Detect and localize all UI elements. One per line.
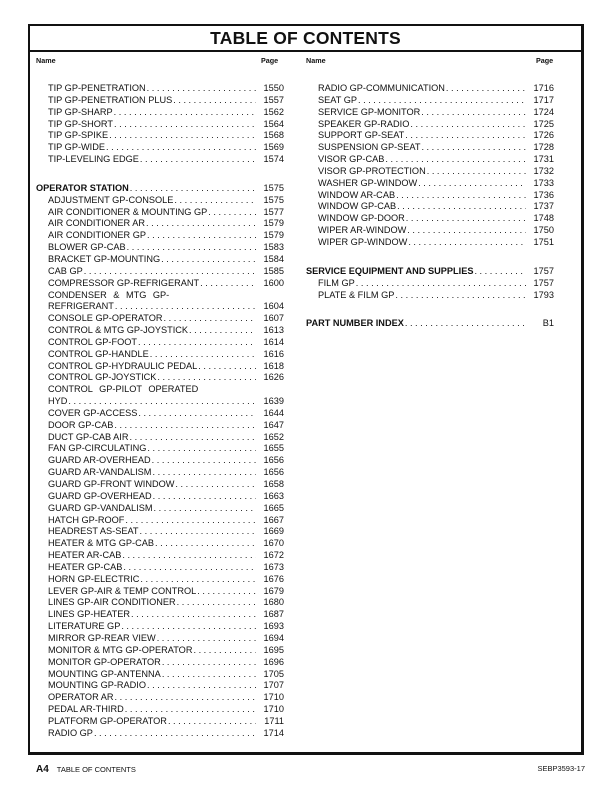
dot-leader (192, 645, 256, 657)
dot-leader (420, 107, 526, 119)
dot-leader (146, 680, 256, 692)
toc-entry-page: 1705 (263, 668, 284, 679)
dot-leader (420, 142, 526, 154)
dot-leader (154, 538, 256, 550)
dot-leader (404, 130, 526, 142)
toc-entry[interactable] (36, 119, 284, 131)
dot-leader (120, 621, 256, 633)
dot-leader (174, 479, 256, 491)
toc-entry[interactable] (306, 225, 554, 237)
dot-leader (151, 467, 256, 479)
dot-leader (152, 503, 256, 515)
toc-right-column (306, 83, 554, 330)
dot-leader (67, 396, 256, 408)
toc-entry[interactable] (36, 325, 284, 337)
toc-entry[interactable] (36, 479, 284, 491)
toc-entry[interactable] (36, 95, 284, 107)
toc-entry-page: 1696 (263, 656, 284, 667)
toc-entry[interactable] (36, 349, 284, 361)
toc-left-column (36, 83, 284, 740)
toc-entry[interactable] (306, 237, 554, 249)
toc-entry-name: PART NUMBER INDEX (306, 318, 404, 329)
dot-leader (163, 313, 256, 325)
toc-entry-page: 1724 (533, 106, 554, 117)
toc-entry[interactable] (36, 313, 284, 325)
toc-entry-page: B1 (542, 318, 554, 329)
dot-leader (355, 278, 526, 290)
toc-entry-name-cont: REFRIGERANT (48, 301, 114, 312)
dot-leader (426, 166, 526, 178)
dot-leader (417, 178, 526, 190)
toc-entry-name: CONSOLE GP-OPERATOR (48, 313, 163, 324)
toc-entry[interactable] (306, 95, 554, 107)
toc-entry-name: CONTROL & MTG GP-JOYSTICK (48, 325, 189, 336)
toc-entry-page: 1693 (263, 621, 284, 632)
toc-entry[interactable] (36, 195, 284, 207)
toc-entry-name: SERVICE EQUIPMENT AND SUPPLIES (306, 265, 474, 276)
toc-entry-name: SUSPENSION GP-SEAT (318, 142, 421, 153)
toc-entry-page: 1607 (263, 313, 284, 324)
dot-leader (394, 290, 526, 302)
dot-leader (156, 633, 256, 645)
dot-leader (121, 550, 256, 562)
toc-entry[interactable] (36, 597, 284, 609)
toc-entry-page: 1656 (263, 455, 284, 466)
toc-entry[interactable] (36, 680, 284, 692)
toc-entry[interactable] (36, 716, 284, 728)
toc-entry-name: LINES GP-AIR CONDITIONER (48, 597, 176, 608)
toc-entry[interactable] (306, 190, 554, 202)
dot-leader (93, 728, 256, 740)
dot-leader (130, 609, 256, 621)
toc-entry[interactable] (36, 455, 284, 467)
toc-entry-page: 1733 (533, 177, 554, 188)
toc-entry[interactable] (36, 420, 284, 432)
dot-leader (114, 692, 256, 704)
toc-entry[interactable] (306, 154, 554, 166)
dot-leader (406, 225, 526, 237)
toc-entry-name: WINDOW GP-DOOR (318, 213, 405, 224)
dot-leader (384, 154, 526, 166)
toc-entry[interactable] (36, 266, 284, 278)
toc-entry[interactable] (306, 201, 554, 213)
toc-entry-page: 1725 (533, 118, 554, 129)
dot-leader (199, 278, 256, 290)
dot-leader (409, 119, 526, 131)
dot-leader (149, 349, 256, 361)
toc-entry-name: PLATFORM GP-OPERATOR (48, 715, 167, 726)
toc-entry[interactable] (36, 574, 284, 586)
toc-entry-name: VISOR GP-PROTECTION (318, 165, 426, 176)
toc-entry[interactable] (36, 728, 284, 740)
toc-entry[interactable] (306, 130, 554, 142)
toc-entry-name: CONTROL GP-PILOT OPERATED (48, 384, 199, 395)
toc-entry-name: MONITOR & MTG GP-OPERATOR (48, 644, 193, 655)
toc-entry[interactable] (36, 130, 284, 142)
toc-entry-name: GUARD AR-VANDALISM (48, 467, 152, 478)
toc-entry[interactable] (306, 178, 554, 190)
toc-entry-page: 1757 (533, 277, 554, 288)
toc-entry-page: 1652 (263, 431, 284, 442)
toc-entry-name: WINDOW GP-CAB (318, 201, 397, 212)
toc-section[interactable] (306, 318, 554, 330)
toc-entry-name: TIP GP-SPIKE (48, 130, 109, 141)
dot-leader (161, 669, 256, 681)
dot-leader (114, 301, 256, 313)
toc-entry-name: CAB GP (48, 265, 83, 276)
toc-entry[interactable] (306, 290, 554, 302)
toc-entry[interactable] (36, 491, 284, 503)
toc-entry-name: HEATER & MTG GP-CAB (48, 538, 155, 549)
dot-leader (113, 420, 256, 432)
toc-entry-page: 1574 (263, 154, 284, 165)
toc-entry[interactable] (36, 230, 284, 242)
dot-leader (122, 562, 256, 574)
toc-entry-name: FAN GP-CIRCULATING (48, 443, 147, 454)
name-header-right: Name (306, 56, 326, 65)
toc-entry-page: 1613 (263, 325, 284, 336)
toc-entry[interactable] (306, 83, 554, 95)
toc-entry-name: GUARD AR-OVERHEAD (48, 455, 151, 466)
toc-entry-name: GUARD GP-VANDALISM (48, 502, 153, 513)
toc-entry[interactable] (306, 166, 554, 178)
toc-entry-page: 1714 (263, 727, 284, 738)
dot-leader (146, 443, 256, 455)
dot-leader (396, 201, 526, 213)
dot-leader (137, 337, 256, 349)
toc-entry-page: 1732 (533, 165, 554, 176)
toc-entry-page: 1672 (263, 550, 284, 561)
toc-entry-page: 1687 (263, 609, 284, 620)
dot-leader (108, 130, 256, 142)
dot-leader (105, 142, 256, 154)
toc-entry-name: OPERATOR AR (48, 692, 114, 703)
toc-entry-page: 1575 (263, 182, 284, 193)
toc-entry-page: 1728 (533, 142, 554, 153)
toc-entry-name: HEATER GP-CAB (48, 561, 123, 572)
toc-entry-name: CONTROL GP-HYDRAULIC PEDAL (48, 360, 198, 371)
toc-entry[interactable] (306, 213, 554, 225)
toc-entry[interactable] (36, 669, 284, 681)
toc-entry-page: 1639 (263, 396, 284, 407)
dot-leader (357, 95, 526, 107)
toc-entry[interactable] (306, 107, 554, 119)
toc-entry-name: HEADREST AS-SEAT (48, 526, 139, 537)
toc-entry[interactable] (36, 218, 284, 230)
toc-entry-page: 1562 (263, 106, 284, 117)
toc-entry[interactable] (36, 372, 284, 384)
toc-entry[interactable] (36, 633, 284, 645)
toc-entry-name: WINDOW AR-CAB (318, 189, 396, 200)
toc-entry-name: HORN GP-ELECTRIC (48, 573, 140, 584)
toc-entry[interactable] (36, 361, 284, 373)
toc-entry[interactable] (36, 609, 284, 621)
toc-entry-page: 1579 (263, 218, 284, 229)
toc-entry-page: 1626 (263, 372, 284, 383)
toc-entry[interactable] (36, 586, 284, 598)
toc-entry-page: 1665 (263, 502, 284, 513)
dot-leader (113, 107, 256, 119)
toc-entry-page: 1644 (263, 407, 284, 418)
toc-entry-name: TIP GP-WIDE (48, 142, 105, 153)
dot-leader (160, 254, 256, 266)
dot-leader (207, 207, 256, 219)
toc-entry[interactable] (36, 242, 284, 254)
toc-entry-name: CONTROL GP-JOYSTICK (48, 372, 157, 383)
toc-entry-name: AIR CONDITIONER GP (48, 230, 147, 241)
toc-entry-name: LEVER GP-AIR & TEMP CONTROL (48, 585, 197, 596)
toc-entry-name: TIP-LEVELING EDGE (48, 154, 139, 165)
dot-leader (83, 266, 256, 278)
toc-entry-name: OPERATOR STATION (36, 182, 129, 193)
toc-entry-page: 1656 (263, 467, 284, 478)
toc-entry-page: 1585 (263, 265, 284, 276)
dot-leader (137, 408, 256, 420)
toc-entry[interactable] (36, 657, 284, 669)
toc-entry-line[interactable] (36, 384, 284, 396)
toc-entry-name: CONTROL GP-FOOT (48, 336, 137, 347)
toc-entry-page: 1679 (263, 585, 284, 596)
toc-entry-name: TIP GP-SHORT (48, 118, 114, 129)
page-header-right: Page (536, 56, 554, 65)
page-header-left: Page (261, 56, 279, 65)
toc-entry-name: AIR CONDITIONER AR (48, 218, 145, 229)
toc-entry-page: 1676 (263, 573, 284, 584)
toc-entry[interactable] (36, 692, 284, 704)
toc-entry-name: MOUNTING GP-ANTENNA (48, 668, 161, 679)
toc-entry[interactable] (36, 550, 284, 562)
toc-entry-page: 1579 (263, 230, 284, 241)
toc-entry-name: SEAT GP (318, 94, 357, 105)
toc-entry-page: 1604 (263, 301, 284, 312)
toc-section[interactable] (306, 266, 554, 278)
toc-entry-page: 1737 (533, 201, 554, 212)
toc-entry-page: 1748 (533, 213, 554, 224)
toc-entry-name: SPEAKER GP-RADIO (318, 118, 410, 129)
toc-entry-name: ADJUSTMENT GP-CONSOLE (48, 194, 174, 205)
toc-entry[interactable] (36, 432, 284, 444)
toc-entry-name: WIPER GP-WINDOW (318, 236, 408, 247)
footer-page-label: A4 (36, 764, 49, 775)
toc-entry-name: MOUNTING GP-RADIO (48, 680, 146, 691)
toc-entry-page: 1583 (263, 242, 284, 253)
dot-leader (129, 432, 257, 444)
dot-leader (124, 515, 256, 527)
toc-entry-page: 1584 (263, 253, 284, 264)
toc-entry-page: 1707 (263, 680, 284, 691)
page-title: TABLE OF CONTENTS (30, 26, 581, 52)
dot-leader (173, 195, 256, 207)
toc-entry-name: BLOWER GP-CAB (48, 242, 126, 253)
footer-doc-number: SEBP3593-17 (537, 764, 585, 773)
dot-leader (113, 119, 256, 131)
dot-leader (152, 491, 256, 503)
toc-entry-page: 1731 (533, 154, 554, 165)
toc-entry-name: RADIO GP (48, 727, 93, 738)
toc-entry-page: 1736 (533, 189, 554, 200)
toc-entry[interactable] (306, 119, 554, 131)
toc-entry[interactable] (36, 621, 284, 633)
dot-leader (473, 266, 526, 278)
toc-entry-name-cont: HYD (48, 396, 68, 407)
toc-entry-name: COVER GP-ACCESS (48, 407, 138, 418)
toc-section[interactable] (36, 183, 284, 195)
toc-entry[interactable] (36, 337, 284, 349)
toc-entry-page: 1793 (533, 289, 554, 300)
toc-entry-page: 1616 (263, 348, 284, 359)
toc-entry-name: COMPRESSOR GP-REFRIGERANT (48, 277, 200, 288)
toc-entry[interactable] (36, 278, 284, 290)
toc-entry-page: 1568 (263, 130, 284, 141)
toc-entry-name: TIP GP-SHARP (48, 106, 113, 117)
dot-leader (146, 83, 256, 95)
toc-entry-name: CONDENSER & MTG GP- (48, 289, 170, 300)
toc-entry-name: HEATER AR-CAB (48, 550, 122, 561)
toc-entry-name: RADIO GP-COMMUNICATION (318, 83, 445, 93)
toc-entry-name: SUPPORT GP-SEAT (318, 130, 405, 141)
toc-entry-name: MIRROR GP-REAR VIEW (48, 632, 156, 643)
toc-entry[interactable] (36, 408, 284, 420)
dot-leader (167, 716, 256, 728)
toc-entry-page: 1726 (533, 130, 554, 141)
toc-entry-name: CONTROL GP-HANDLE (48, 348, 149, 359)
toc-entry[interactable] (36, 515, 284, 527)
toc-entry[interactable] (36, 142, 284, 154)
toc-entry-page: 1751 (533, 236, 554, 247)
toc-entry[interactable] (36, 83, 284, 95)
toc-entry[interactable] (36, 254, 284, 266)
dot-leader (407, 237, 526, 249)
dot-leader (188, 325, 256, 337)
toc-entry-name: DOOR GP-CAB (48, 419, 114, 430)
toc-entry[interactable] (36, 301, 284, 313)
toc-entry-page: 1618 (263, 360, 284, 371)
toc-entry-name: DUCT GP-CAB AIR (48, 431, 129, 442)
toc-entry-page: 1667 (263, 514, 284, 525)
toc-entry[interactable] (36, 503, 284, 515)
toc-entry-page: 1575 (263, 194, 284, 205)
toc-entry[interactable] (36, 396, 284, 408)
toc-entry[interactable] (36, 562, 284, 574)
toc-entry-name: FILM GP (318, 277, 355, 288)
toc-entry-name: VISOR GP-CAB (318, 154, 385, 165)
toc-entry-name: WASHER GP-WINDOW (318, 177, 418, 188)
dot-leader (172, 95, 256, 107)
dot-leader (445, 83, 526, 95)
toc-entry-page: 1669 (263, 526, 284, 537)
toc-entry-page: 1670 (263, 538, 284, 549)
toc-entry-name: HATCH GP-ROOF (48, 514, 125, 525)
toc-entry[interactable] (36, 467, 284, 479)
dot-leader (395, 190, 526, 202)
toc-entry[interactable] (36, 526, 284, 538)
dot-leader (146, 230, 256, 242)
dot-leader (404, 318, 526, 330)
toc-entry[interactable] (36, 154, 284, 166)
toc-entry-name: TIP GP-PENETRATION PLUS (48, 94, 173, 105)
toc-entry-page: 1710 (263, 692, 284, 703)
name-header-left: Name (36, 56, 56, 65)
dot-leader (176, 597, 256, 609)
toc-entry-name: MONITOR GP-OPERATOR (48, 656, 161, 667)
toc-entry-page: 1550 (263, 83, 284, 93)
toc-entry[interactable] (36, 538, 284, 550)
toc-entry[interactable] (36, 704, 284, 716)
toc-entry-page: 1750 (533, 225, 554, 236)
toc-entry-page: 1663 (263, 490, 284, 501)
toc-entry[interactable] (36, 645, 284, 657)
toc-entry-page: 1757 (533, 265, 554, 276)
toc-entry-page: 1710 (263, 704, 284, 715)
toc-entry-name: BRACKET GP-MOUNTING (48, 253, 161, 264)
dot-leader (124, 704, 256, 716)
toc-entry-name: WIPER AR-WINDOW (318, 225, 407, 236)
dot-leader (145, 218, 256, 230)
toc-entry-page: 1680 (263, 597, 284, 608)
toc-entry-name: AIR CONDITIONER & MOUNTING GP (48, 206, 208, 217)
toc-entry-page: 1658 (263, 479, 284, 489)
toc-entry-name: GUARD GP-FRONT WINDOW (48, 479, 175, 489)
toc-entry-page: 1557 (263, 94, 284, 105)
toc-entry-name: TIP GP-PENETRATION (48, 83, 146, 93)
dot-leader (405, 213, 526, 225)
toc-entry-page: 1695 (263, 644, 284, 655)
footer-left (36, 764, 136, 775)
toc-entry-page: 1694 (263, 632, 284, 643)
toc-entry-name: LITERATURE GP (48, 621, 121, 632)
dot-leader (156, 372, 256, 384)
toc-entry-page: 1569 (263, 142, 284, 153)
toc-entry-page: 1655 (263, 443, 284, 454)
toc-entry-name: LINES GP-HEATER (48, 609, 131, 620)
toc-entry-page: 1614 (263, 336, 284, 347)
toc-entry-page: 1647 (263, 419, 284, 430)
toc-entry-line[interactable] (36, 290, 284, 302)
toc-entry-name: PLATE & FILM GP (318, 289, 395, 300)
toc-entry[interactable] (306, 278, 554, 290)
toc-entry-page: 1717 (533, 94, 554, 105)
dot-leader (139, 154, 256, 166)
toc-entry-name: SERVICE GP-MONITOR (318, 106, 421, 117)
dot-leader (139, 526, 256, 538)
footer-section: TABLE OF CONTENTS (56, 765, 136, 774)
toc-entry-name: GUARD GP-OVERHEAD (48, 490, 152, 501)
toc-entry-page: 1716 (533, 83, 554, 93)
toc-entry-name: PEDAL AR-THIRD (48, 704, 124, 715)
dot-leader (129, 183, 256, 195)
toc-entry-page: 1577 (263, 206, 284, 217)
toc-frame (28, 24, 584, 755)
dot-leader (196, 586, 256, 598)
toc-entry[interactable] (36, 107, 284, 119)
toc-entry-page: 1564 (263, 118, 284, 129)
dot-leader (151, 455, 256, 467)
dot-leader (139, 574, 256, 586)
toc-entry-page: 1600 (263, 277, 284, 288)
toc-entry-page: 1673 (263, 561, 284, 572)
toc-entry[interactable] (36, 443, 284, 455)
dot-leader (126, 242, 256, 254)
toc-entry-page: 1711 (264, 715, 284, 726)
dot-leader (197, 361, 256, 373)
toc-entry[interactable] (306, 142, 554, 154)
dot-leader (161, 657, 256, 669)
toc-entry[interactable] (36, 207, 284, 219)
